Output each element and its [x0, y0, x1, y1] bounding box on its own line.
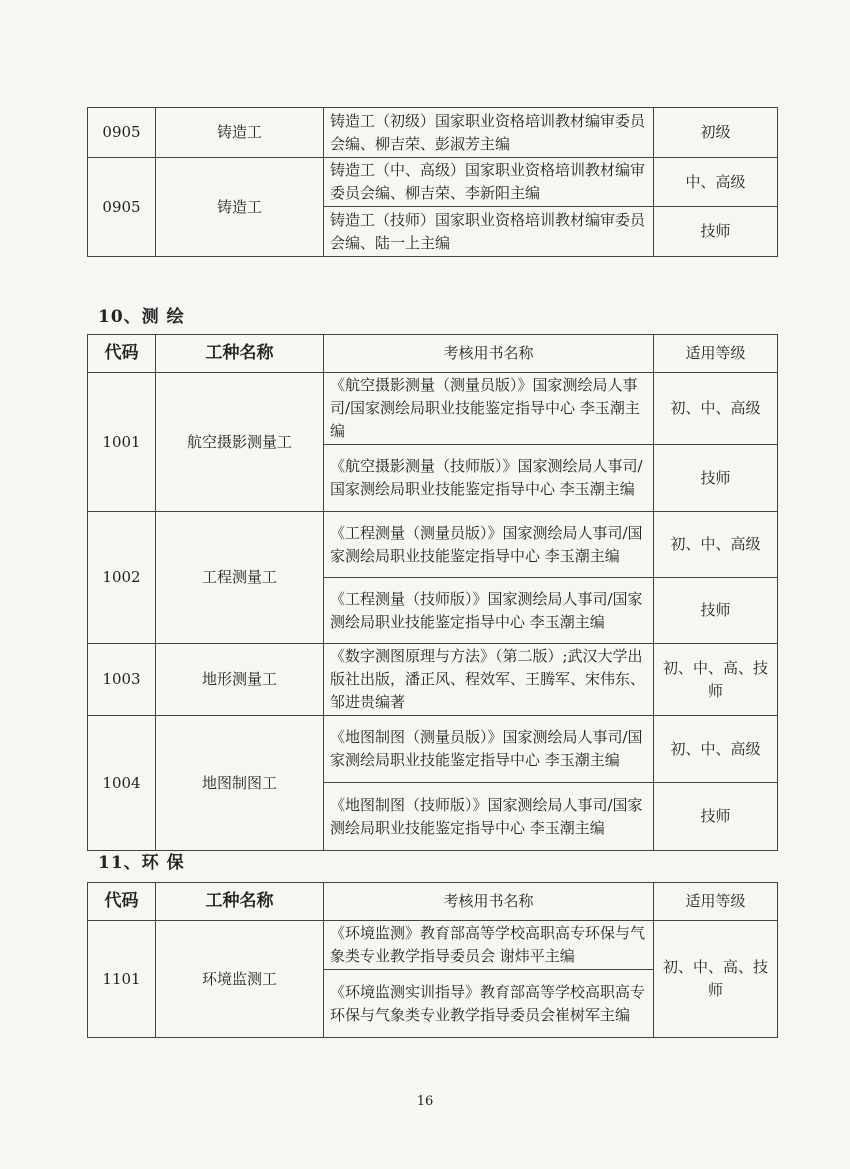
level-cell: 中、高级	[654, 158, 778, 207]
header-code: 代码	[88, 335, 156, 373]
book-cell: 《工程测量（测量员版）》国家测绘局人事司/国家测绘局职业技能鉴定指导中心 李玉潮主编	[324, 512, 654, 578]
code-cell: 1101	[88, 921, 156, 1038]
table-header-row	[88, 883, 778, 921]
table-header-row	[88, 335, 778, 373]
level-cell: 初、中、高级	[654, 512, 778, 578]
table-row	[88, 716, 778, 783]
header-job-name: 工种名称	[156, 883, 324, 921]
job-name-cell: 工程测量工	[156, 512, 324, 644]
book-cell: 《航空摄影测量（技师版）》国家测绘局人事司/国家测绘局职业技能鉴定指导中心 李玉潮主编	[324, 445, 654, 512]
book-cell: 《数字测图原理与方法》（第二版）;武汉大学出版社出版，潘正风、程效军、王腾军、宋伟东、邹进贵编著	[324, 644, 654, 716]
level-cell: 技师	[654, 207, 778, 257]
level-cell: 初、中、高级	[654, 373, 778, 445]
code-cell: 1001	[88, 373, 156, 512]
job-name-cell: 环境监测工	[156, 921, 324, 1038]
book-cell: 《航空摄影测量（测量员版）》国家测绘局人事司/国家测绘局职业技能鉴定指导中心 李玉潮主编	[324, 373, 654, 445]
level-cell: 初、中、高级	[654, 716, 778, 783]
header-code: 代码	[88, 883, 156, 921]
section-title-surveying: 10、测 绘	[98, 307, 185, 327]
table-row	[88, 644, 778, 716]
book-cell: 《环境监测》教育部高等学校高职高专环保与气象类专业教学指导委员会 谢炜平主编	[324, 921, 654, 970]
level-cell: 技师	[654, 783, 778, 851]
table-casting	[87, 107, 778, 257]
level-cell: 初、中、高、技师	[654, 644, 778, 716]
code-cell: 1003	[88, 644, 156, 716]
job-name-cell: 地图制图工	[156, 716, 324, 851]
book-cell: 铸造工（技师）国家职业资格培训教材编审委员会编、陆一上主编	[324, 207, 654, 257]
header-book: 考核用书名称	[324, 883, 654, 921]
header-job-name: 工种名称	[156, 335, 324, 373]
table-row	[88, 373, 778, 445]
code-cell: 0905	[88, 108, 156, 158]
book-cell: 铸造工（初级）国家职业资格培训教材编审委员会编、柳吉荣、彭淑芳主编	[324, 108, 654, 158]
book-cell: 《环境监测实训指导》教育部高等学校高职高专环保与气象类专业教学指导委员会崔树军主编	[324, 970, 654, 1038]
header-level: 适用等级	[654, 883, 778, 921]
table-environmental	[87, 882, 778, 1038]
level-cell: 初、中、高、技师	[654, 921, 778, 1038]
page-number: 16	[416, 1094, 434, 1109]
code-cell: 0905	[88, 158, 156, 257]
table-row	[88, 108, 778, 158]
book-cell: 铸造工（中、高级）国家职业资格培训教材编审委员会编、柳吉荣、李新阳主编	[324, 158, 654, 207]
book-cell: 《地图制图（技师版）》国家测绘局人事司/国家测绘局职业技能鉴定指导中心 李玉潮主编	[324, 783, 654, 851]
table-surveying	[87, 334, 778, 851]
level-cell: 技师	[654, 578, 778, 644]
header-level: 适用等级	[654, 335, 778, 373]
table-row	[88, 512, 778, 578]
level-cell: 初级	[654, 108, 778, 158]
code-cell: 1004	[88, 716, 156, 851]
book-cell: 《工程测量（技师版）》国家测绘局人事司/国家测绘局职业技能鉴定指导中心 李玉潮主编	[324, 578, 654, 644]
header-book: 考核用书名称	[324, 335, 654, 373]
section-title-environmental: 11、环 保	[98, 853, 185, 873]
job-name-cell: 铸造工	[156, 108, 324, 158]
book-cell: 《地图制图（测量员版）》国家测绘局人事司/国家测绘局职业技能鉴定指导中心 李玉潮主编	[324, 716, 654, 783]
level-cell: 技师	[654, 445, 778, 512]
table-row	[88, 921, 778, 970]
job-name-cell: 地形测量工	[156, 644, 324, 716]
table-row	[88, 158, 778, 207]
job-name-cell: 航空摄影测量工	[156, 373, 324, 512]
job-name-cell: 铸造工	[156, 158, 324, 257]
code-cell: 1002	[88, 512, 156, 644]
